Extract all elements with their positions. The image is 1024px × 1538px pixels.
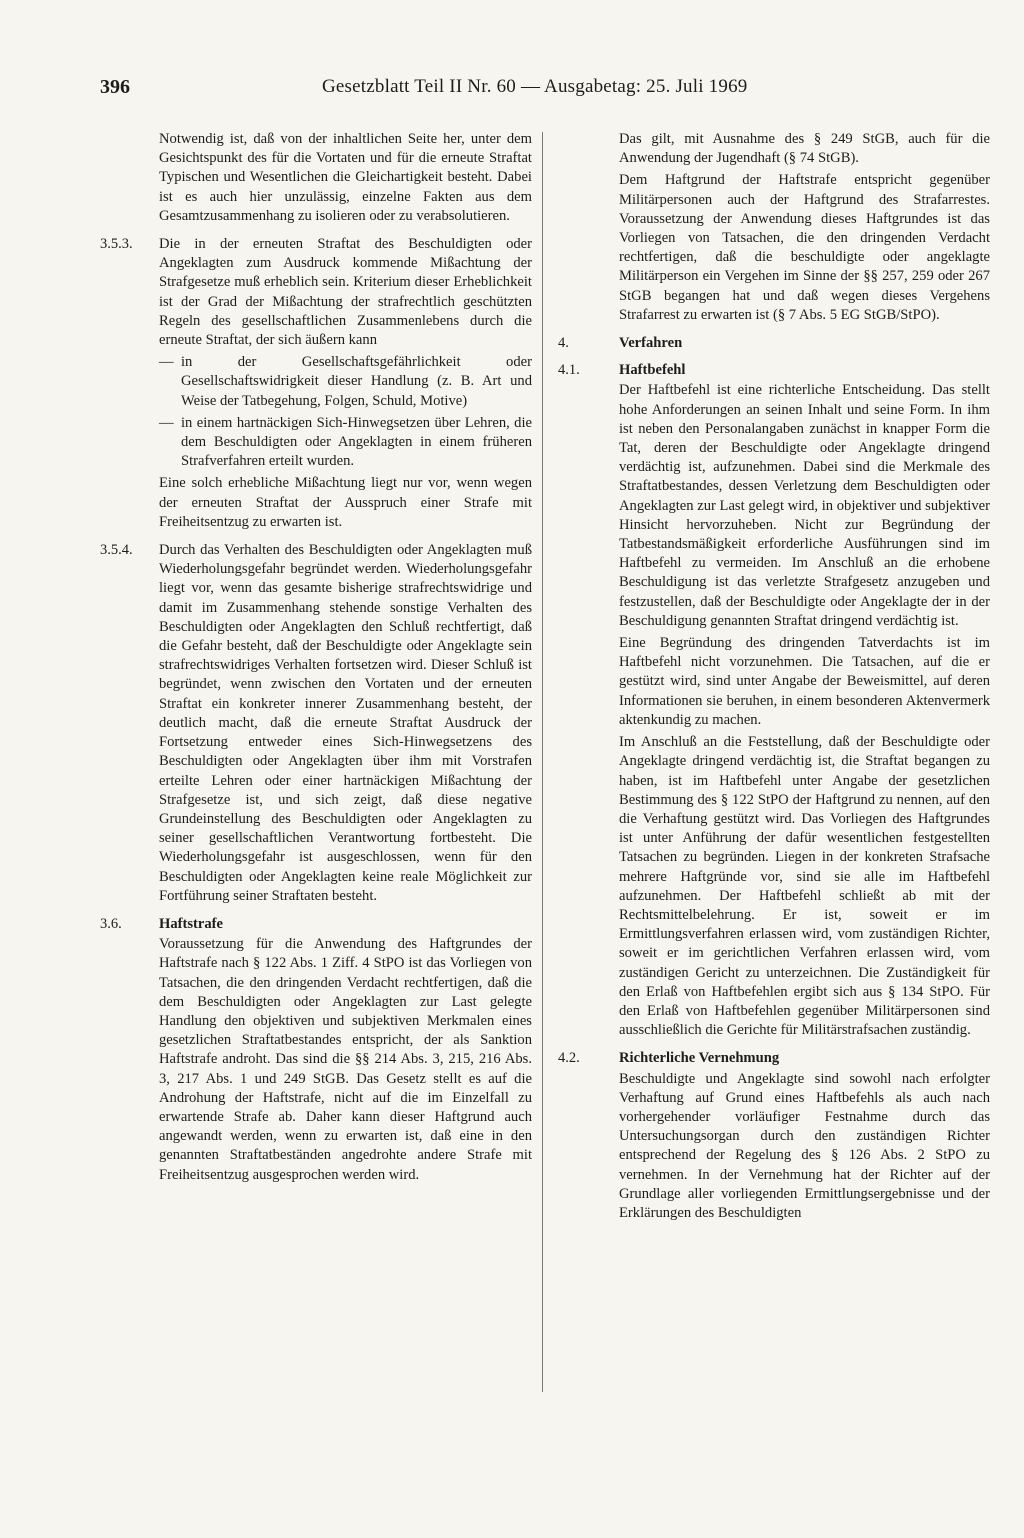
list-item-text: in der Gesellschaftsgefährlichkeit oder Gesellschaftswidrigkeit dieser Handlung (z. B. Art und Weise der Tatbegehung, Folgen, Schuld, Motive) bbox=[181, 354, 532, 409]
paragraph: Die in der erneuten Straftat des Beschuldigten oder Angeklagten zum Ausdruck kommende Mißachtung der Strafgesetze muß erheblich sein. Kriterium dieser Erheblichkeit ist der Grad der Mißachtung der strafrechtlich geschützten Regeln des gesellschaftlichen Zusammenlebens durch die erneute Straftat, der sich äußern kann bbox=[159, 236, 532, 349]
dash-list-item bbox=[159, 353, 532, 411]
list-item-text: in einem hartnäckigen Sich-Hinwegsetzen über Lehren, die dem Beschuldigten oder Angeklagten in einem früheren Strafverfahren erteilt wurden. bbox=[181, 414, 532, 470]
dash-list-item bbox=[159, 414, 532, 472]
paragraph: Eine solch erhebliche Mißachtung liegt nur vor, wenn wegen der erneuten Straftat der Ausspruch einer Strafe mit Freiheitsentzug zu erwarten ist. bbox=[159, 475, 532, 530]
section-number: 3.6. bbox=[100, 915, 122, 932]
section-3-6 bbox=[100, 915, 532, 1185]
paragraph: Dem Haftgrund der Haftstrafe entspricht gegenüber Militärpersonen auch der Haftgrund des Strafarrestes. Voraussetzung der Anwendung dieses Haftgrundes ist das Vorliegen von Tatsachen, die den dringenden Verdacht rechtfertigen, daß die beschuldigte oder angeklagte Militärperson ein Vergehen im Sinne der §§ 257, 259 oder 267 StGB begangen hat und daß wegen dieses Vergehens Strafarrest zu erwarten ist (§ 7 Abs. 5 EG StGB/StPO). bbox=[619, 172, 990, 323]
column-divider bbox=[542, 132, 543, 1392]
paragraph: Notwendig ist, daß von der inhaltlichen Seite her, unter dem Gesichtspunkt des für die Vortaten und für die erneute Straftat Typischen und Wesentlichen die Gleichartigkeit besteht. Dabei ist es auch hier unzulässig, einzelne Fakten aus dem Gesamtzusammenhang zu isolieren oder zu verabsolutieren. bbox=[159, 131, 532, 224]
dash-bullet: — bbox=[159, 414, 174, 431]
section-number: 3.5.4. bbox=[100, 542, 133, 559]
paragraph: Beschuldigte und Angeklagte sind sowohl nach erfolgter Verhaftung auf Grund eines Haftbefehls als auch nach vorhergehender vorläufiger Festnahme durch das Untersuchungsorgan durch den zuständigen Richter entsprechend der Regelung des § 126 Abs. 2 StPO zu vernehmen. In der Vernehmung hat der Richter auf der Grundlage aller vorliegenden Ermittlungsergebnisse und der Erklärungen des Beschuldigten bbox=[619, 1070, 990, 1221]
paragraph: Das gilt, mit Ausnahme des § 249 StGB, auch für die Anwendung der Jugendhaft (§ 74 StGB). bbox=[619, 131, 990, 167]
section-heading: Richterliche Vernehmung bbox=[619, 1050, 780, 1067]
paragraph: Durch das Verhalten des Beschuldigten oder Angeklagten muß Wiederholungsgefahr begründet werden. Wiederholungsgefahr liegt vor, wenn das gesamte bisherige strafrechtswidrige und damit im Zusammenhang stehende sonstige Verhalten des Beschuldigten oder Angeklagten den Schluß rechtfertigt, daß die Gefahr besteht, daß der Beschuldigte oder Angeklagte sein strafrechtswidriges Verhalten fortsetzen wird. Dieser Schluß ist begründet, wenn zwischen den Vortaten und der erneuten Straftat ein konkreter innerer Zusammenhang besteht, der deutlich macht, daß die erneute Straftat Ausdruck der Fortsetzung entweder eines Sich-Hinwegsetzens des Beschuldigten oder Angeklagten über ihm mit Vorstrafen erteilte Lehren oder einer hartnäckigen Mißachtung der Strafgesetze ist, und sich zeigt, daß diese negative Grundeinstellung des Beschuldigten oder Angeklagten zu seiner gesellschaftlichen Verantwortung fortbesteht. Die Wiederholungsgefahr ist ausgeschlossen, wenn für den Beschuldigten oder Angeklagten keine reale Möglichkeit zur Fortführung seiner Straftaten besteht. bbox=[159, 542, 532, 904]
paragraph: Voraussetzung für die Anwendung des Haftgrundes der Haftstrafe nach § 122 Abs. 1 Ziff. 4 StPO ist das Vorliegen von Tatsachen, die den dringenden Verdacht rechtfertigen, daß die dem Beschuldigten oder Angeklagten zur Last gelegte Handlung den objektiven und subjektiven Merkmalen eines gesetzlichen Straftatbestandes entspricht, der als Sanktion Haftstrafe androht. Das sind die §§ 214 Abs. 3, 215, 216 Abs. 3, 217 Abs. 1 und 249 StGB. Das Gesetz stellt es auf die Androhung der Haftstrafe, nicht auf die im Einzelfall zu erwartende Strafe ab. Daher kann dieser Haftgrund auch angewandt werden, wenn zu erwarten ist, daß eine in den genannten Straftatbeständen angedrohte andere Strafe mit Freiheitsentzug ausgesprochen werden wird. bbox=[159, 936, 532, 1183]
continuation-block bbox=[558, 130, 990, 325]
section-number: 4.1. bbox=[558, 362, 580, 379]
section-number: 4.2. bbox=[558, 1050, 580, 1067]
section-3-5-3 bbox=[100, 235, 532, 532]
dash-bullet: — bbox=[159, 354, 174, 371]
running-head: Gesetzblatt Teil II Nr. 60 — Ausgabetag: 25. Juli 1969 bbox=[322, 76, 748, 97]
paragraph: Eine Begründung des dringenden Tatverdachts ist im Haftbefehl nicht vorzunehmen. Die Tatsachen, auf die er gestützt wird, sind unter Angabe der Beweismittel, auf deren Informationen sie beruhen, in einem besonderen Aktenvermerk aktenkundig zu machen. bbox=[619, 635, 990, 728]
paragraph: Im Anschluß an die Feststellung, daß der Beschuldigte oder Angeklagte dringend verdächtig ist, die Straftat begangen zu haben, ist im Haftbefehl unter Angabe der gesetzlichen Bestimmung des § 122 StPO der Haftgrund zu nennen, auf den die Verhaftung gestützt wird. Das Vorliegen des Haftgrundes ist unter Anführung der dafür wesentlichen festgestellten Tatsachen zu begründen. Liegen in der konkreten Strafsache mehrere Haftgründe vor, sind sie alle im Haftbefehl aufzunehmen. Der Haftbefehl schließt ab mit der Rechtsmittelbelehrung. Er ist, soweit er im Ermittlungsverfahren erlassen wird, vom zuständigen Richter, soweit er im gerichtlichen Verfahren erlassen wird, vom zuständigen Gericht zu unterzeichnen. Die Zuständigkeit für den Erlaß von Haftbefehlen ergibt sich aus § 134 StPO. Für den Erlaß von Haftbefehlen gegenüber Militärpersonen sind ausschließlich die Gerichte für Militärstrafsachen zuständig. bbox=[619, 734, 990, 1039]
section-heading: Verfahren bbox=[619, 335, 683, 352]
section-heading: Haftbefehl bbox=[619, 362, 686, 379]
section-4 bbox=[558, 334, 990, 353]
left-column bbox=[100, 130, 532, 1188]
section-4-2 bbox=[558, 1049, 990, 1223]
right-column bbox=[558, 130, 990, 1226]
section-number: 3.5.3. bbox=[100, 236, 133, 253]
page-number: 396 bbox=[100, 76, 130, 98]
page-header bbox=[100, 76, 960, 106]
section-heading: Haftstrafe bbox=[159, 915, 224, 932]
section-3-5-4 bbox=[100, 541, 532, 906]
section-number: 4. bbox=[558, 335, 569, 352]
intro-block bbox=[100, 130, 532, 226]
section-4-1 bbox=[558, 361, 990, 1040]
paragraph: Der Haftbefehl ist eine richterliche Entscheidung. Das stellt hohe Anforderungen an seinen Inhalt und seine Form. In ihm ist neben den Personalangaben zunächst in knapper Form die Tat, deren der Beschuldigte oder Angeklagte dringend verdächtig ist, aufzunehmen. Dabei sind die Merkmale des Straftatbestandes, dessen Verletzung dem Beschuldigten oder Angeklagten zur Last gelegt wird, in objektiver und subjektiver Hinsicht hervorzuheben. Nicht zur Begründung der Tatbestandsmäßigkeit erforderliche Ausführungen sind im Haftbefehl zu vermeiden. Im Anschluß an die erhobene Beschuldigung ist das verletzte Strafgesetz anzugeben und festzustellen, daß der Beschuldigte oder Angeklagte der in der Beschuldigung genannten Straftat dringend verdächtig ist. bbox=[619, 382, 990, 629]
